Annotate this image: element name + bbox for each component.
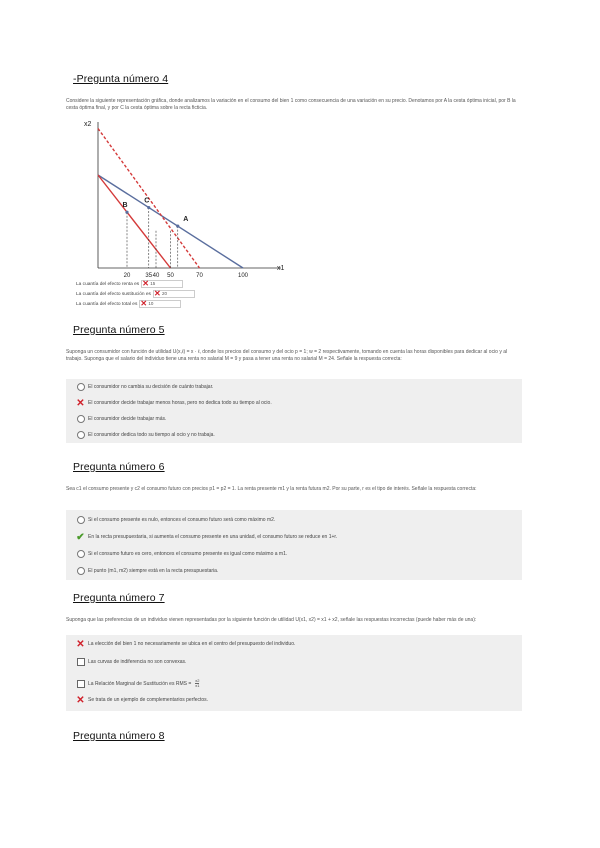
q4-answer-row	[76, 300, 181, 308]
radio-button[interactable]	[77, 550, 85, 558]
checkbox[interactable]	[77, 680, 85, 688]
point-marker	[147, 206, 150, 209]
q6-option[interactable]: Si el consumo futuro es cero, entonces el consumo presente es igual como máximo a m1.	[88, 551, 287, 557]
radio-button[interactable]	[77, 516, 85, 524]
q7-option[interactable]: Las curvas de indiferencia no son convexas.	[88, 659, 186, 665]
x-tick-label: 40	[152, 273, 160, 279]
q6-heading: Pregunta número 6	[73, 461, 165, 473]
q8-heading: Pregunta número 8	[73, 730, 165, 742]
q6-options	[66, 510, 522, 580]
radio-button[interactable]	[77, 431, 85, 439]
correct-check-icon: ✔	[76, 531, 85, 543]
q6-prompt: Sea c1 el consumo presente y c2 el consumo futuro con precios p1 = p2 = 1. La renta presente m1 y la renta futura m2. Por su parte, r es el tipo de interés. Señale la respuesta correcta:	[66, 486, 477, 492]
x-axis-label: x1	[277, 265, 285, 272]
wrong-mark-icon: ✕	[76, 397, 85, 409]
point-label: B	[122, 202, 128, 210]
q7-prompt: Suponga que las preferencias de un individuo vienen representadas por la siguiente función de utilidad U(x1, x2) = x1 + x2, señale las respuestas incorrectas (puede haber más de una):	[66, 617, 477, 623]
x-tick-label: 20	[123, 273, 131, 279]
point-label: C	[144, 197, 150, 205]
x-tick-label: 50	[167, 273, 174, 279]
q7-option[interactable]: ✕ La elección del bien 1 no necesariamente se ubica en el centro del presupuesto del individuo.	[76, 638, 296, 650]
q4-chart	[76, 114, 296, 292]
budget-line	[98, 175, 243, 268]
y-axis-label: x2	[84, 121, 92, 128]
wrong-mark-icon: ✕	[76, 694, 85, 706]
q4-heading: -Pregunta número 4	[73, 73, 169, 85]
q7-block	[66, 617, 522, 711]
checkbox[interactable]	[77, 658, 85, 666]
q4-answer-field[interactable]: ✕ 10	[139, 300, 181, 308]
q6-block	[66, 486, 522, 580]
q6-option[interactable]: Si el consumo presente es nulo, entonces el consumo futuro será como máximo m2.	[88, 517, 275, 523]
wrong-mark-icon: ✕	[153, 289, 161, 298]
q4-answer-label: La cuantía del efecto renta es	[76, 281, 140, 287]
q4-answer-field[interactable]: ✕ 20	[153, 290, 195, 298]
q4-answer-label: La cuantía del efecto sustitución es	[76, 291, 151, 297]
q4-prompt: Considere la siguiente representación gráfica, donde analizamos la variación en el consumo del bien 1 como consecuencia de una variación en su precio. Denotamos por A la cesta óptima inicial, por B la cesta óptima final, y por C la cesta óptima sobre la recta ficticia.	[66, 98, 516, 111]
q4-answer-row	[76, 280, 183, 288]
point-marker	[125, 211, 128, 214]
x-tick-label: 35	[145, 273, 153, 279]
radio-button[interactable]	[77, 567, 85, 575]
q5-option[interactable]: El consumidor dedica todo su tiempo al ocio y no trabaja.	[88, 432, 215, 438]
budget-line	[98, 175, 171, 268]
q7-option[interactable]: La Relación Marginal de Sustitución es RMS = $\frac{x2}{x1}$	[88, 679, 199, 688]
wrong-mark-icon: ✕	[76, 638, 85, 650]
x-tick-label: 70	[196, 273, 203, 279]
point-label: A	[183, 216, 189, 224]
wrong-mark-icon: ✕	[140, 299, 148, 308]
radio-button[interactable]	[77, 415, 85, 423]
q6-option[interactable]: ✔ En la recta presupuestaria, si aumenta el consumo presente en una unidad, el consumo futuro se reduce en 1+r.	[76, 531, 338, 543]
wrong-mark-icon: ✕	[142, 279, 149, 288]
q5-option[interactable]: El consumidor no cambia su decisión de cuánto trabajar.	[88, 384, 213, 390]
q4-answer-label: La cuantía del efecto total es	[76, 301, 138, 307]
q4-answer-field[interactable]: ✕ 15	[141, 280, 183, 288]
q5-heading: Pregunta número 5	[73, 324, 165, 336]
q5-block	[66, 349, 522, 443]
q5-option[interactable]: ✕ El consumidor decide trabajar menos horas, pero no dedica todo su tiempo al ocio.	[76, 397, 272, 409]
x-tick-label: 100	[237, 273, 249, 279]
radio-button[interactable]	[77, 383, 85, 391]
point-marker	[176, 225, 179, 228]
q4-block	[66, 98, 522, 308]
q7-option[interactable]: ✕ Se trata de un ejemplo de complementarios perfectos.	[76, 694, 209, 706]
q7-heading: Pregunta número 7	[73, 592, 165, 604]
q5-prompt: Suponga un consumidor con función de utilidad U(x,ℓ) = x · ℓ, donde los precios del consumo y del ocio p = 1; w = 2 respectivamente, tomando en cuenta las horas disponibles para dedicar al ocio y al trabajo. Suponga que el salario del individuo tiene una renta no salarial M = 9 y pasa a tener una renta no salarial M = 24. Señale la respuesta correcta:	[66, 349, 508, 362]
q6-option[interactable]: El punto (m1, m2) siempre está en la recta presupuestaria.	[88, 568, 218, 574]
q4-answer-row	[76, 290, 195, 298]
q7-options	[66, 635, 522, 711]
q5-option[interactable]: El consumidor decide trabajar más.	[88, 416, 166, 422]
q5-options	[66, 379, 522, 443]
rms-fraction: $\frac{x2}{x1}$	[195, 678, 200, 688]
